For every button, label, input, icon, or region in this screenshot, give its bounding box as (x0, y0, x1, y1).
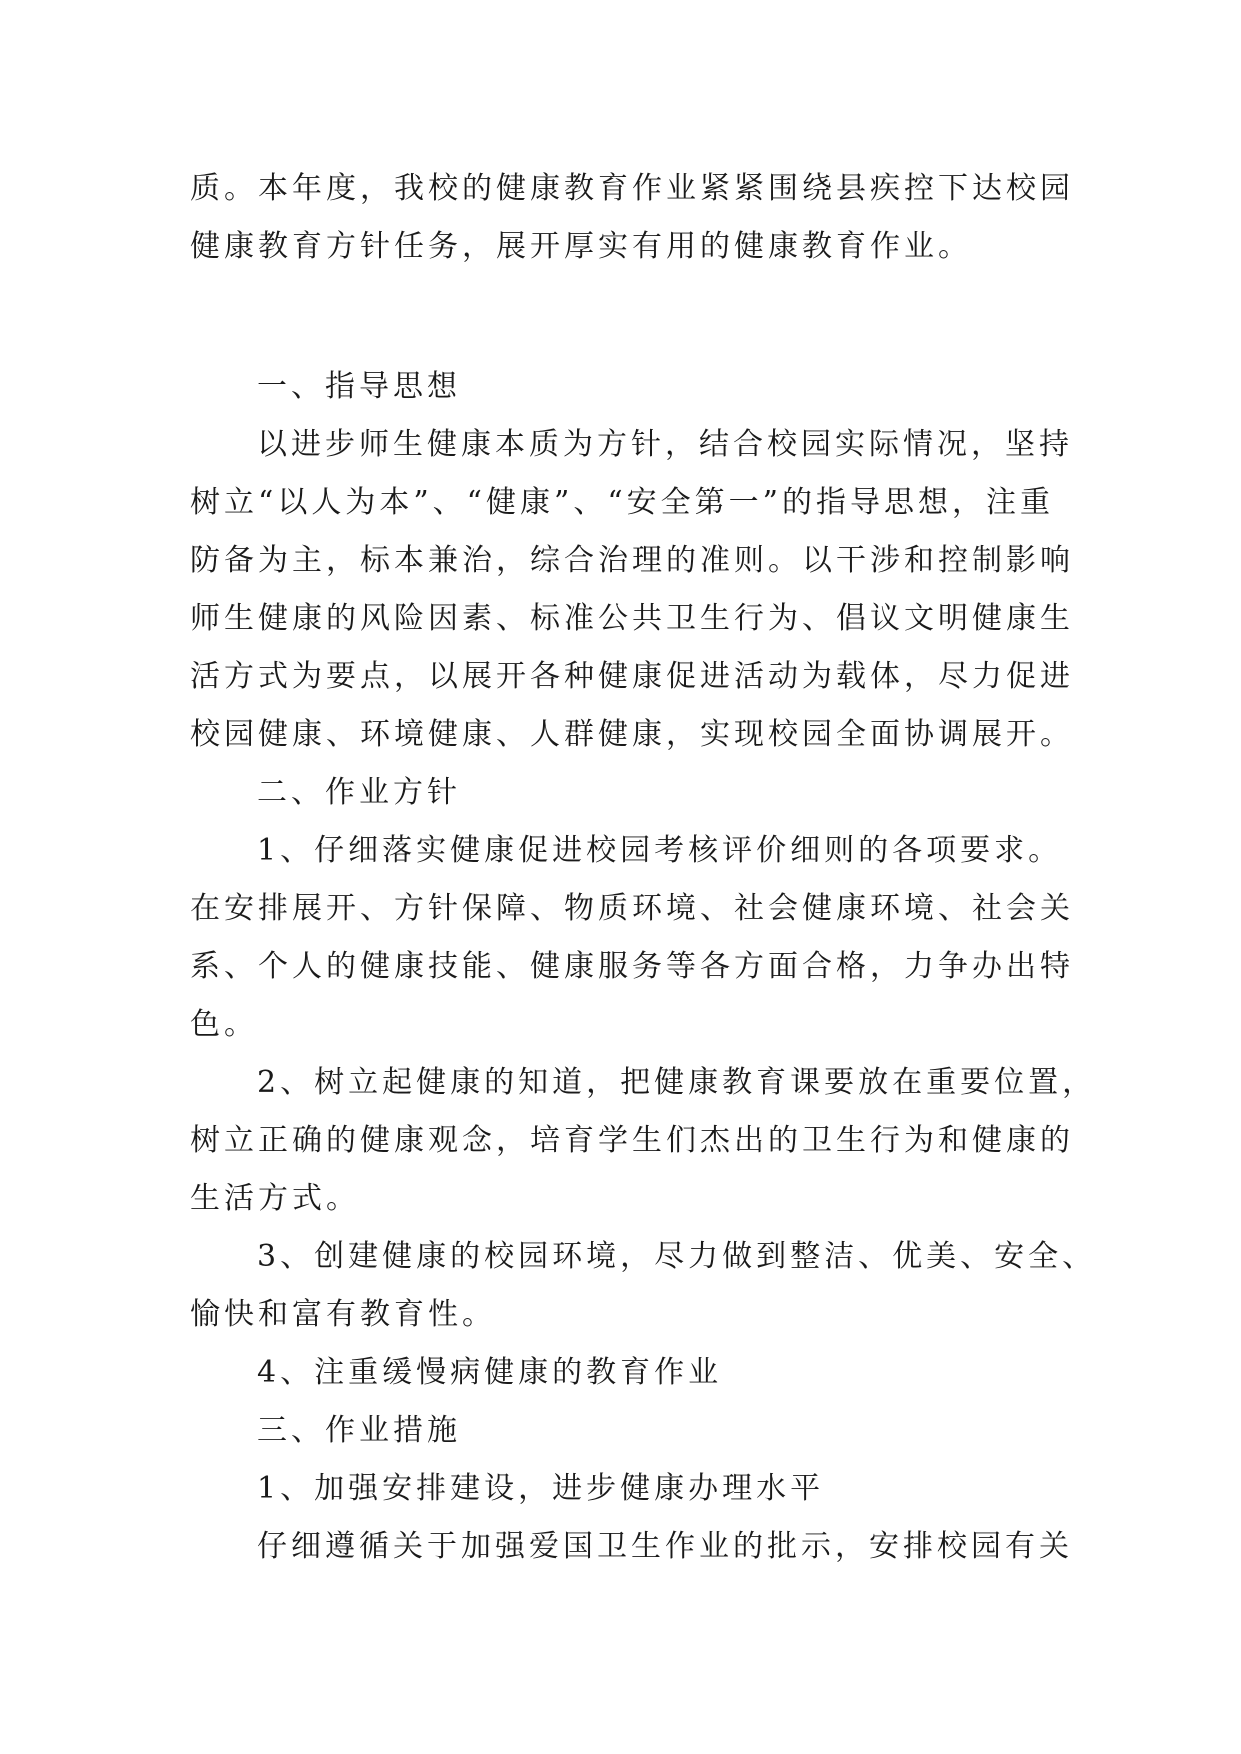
paragraph-line: 1、仔细落实健康促进校园考核评价细则的各项要求。 (257, 833, 1063, 868)
paragraph-line: 3、创建健康的校园环境，尽力做到整洁、优美、安全、 (257, 1239, 1097, 1274)
paragraph-line: 在安排展开、方针保障、物质环境、社会健康环境、社会关 (190, 891, 1074, 926)
paragraph-line: 校园健康、环境健康、人群健康，实现校园全面协调展开。 (190, 717, 1074, 752)
paragraph-line: 色。 (190, 1007, 258, 1042)
section-heading: 二、作业方针 (257, 775, 461, 810)
section-heading: 三、作业措施 (257, 1413, 461, 1448)
paragraph-line: 2、树立起健康的知道，把健康教育课要放在重要位置， (257, 1065, 1097, 1100)
paragraph-line: 健康教育方针任务，展开厚实有用的健康教育作业。 (190, 229, 972, 264)
paragraph-line: 以进步师生健康本质为方针，结合校园实际情况，坚持 (257, 427, 1073, 462)
section-heading: 一、指导思想 (257, 369, 461, 404)
paragraph-gap (190, 276, 1070, 358)
paragraph-line: 防备为主，标本兼治，综合治理的准则。以干涉和控制影响 (190, 543, 1074, 578)
paragraph-line: 师生健康的风险因素、标准公共卫生行为、倡议文明健康生 (190, 601, 1074, 636)
paragraph-line: 系、个人的健康技能、健康服务等各方面合格，力争办出特 (190, 949, 1074, 984)
paragraph-line: 树立正确的健康观念，培育学生们杰出的卫生行为和健康的 (190, 1123, 1074, 1158)
subsection-heading: 1、加强安排建设，进步健康办理水平 (257, 1471, 825, 1506)
paragraph-line: 生活方式。 (190, 1181, 360, 1216)
paragraph-line: 质。本年度，我校的健康教育作业紧紧围绕县疾控下达校园 (190, 171, 1074, 206)
paragraph-line: 树立“以人为本”、“健康”、“安全第一”的指导思想，注重 (190, 485, 1055, 520)
paragraph-line: 愉快和富有教育性。 (190, 1297, 496, 1332)
document-body (190, 160, 1097, 1576)
paragraph-line: 活方式为要点，以展开各种健康促进活动为载体，尽力促进 (190, 659, 1074, 694)
paragraph-line: 4、注重缓慢病健康的教育作业 (257, 1355, 723, 1390)
paragraph-line: 仔细遵循关于加强爱国卫生作业的批示，安排校园有关 (257, 1529, 1073, 1564)
